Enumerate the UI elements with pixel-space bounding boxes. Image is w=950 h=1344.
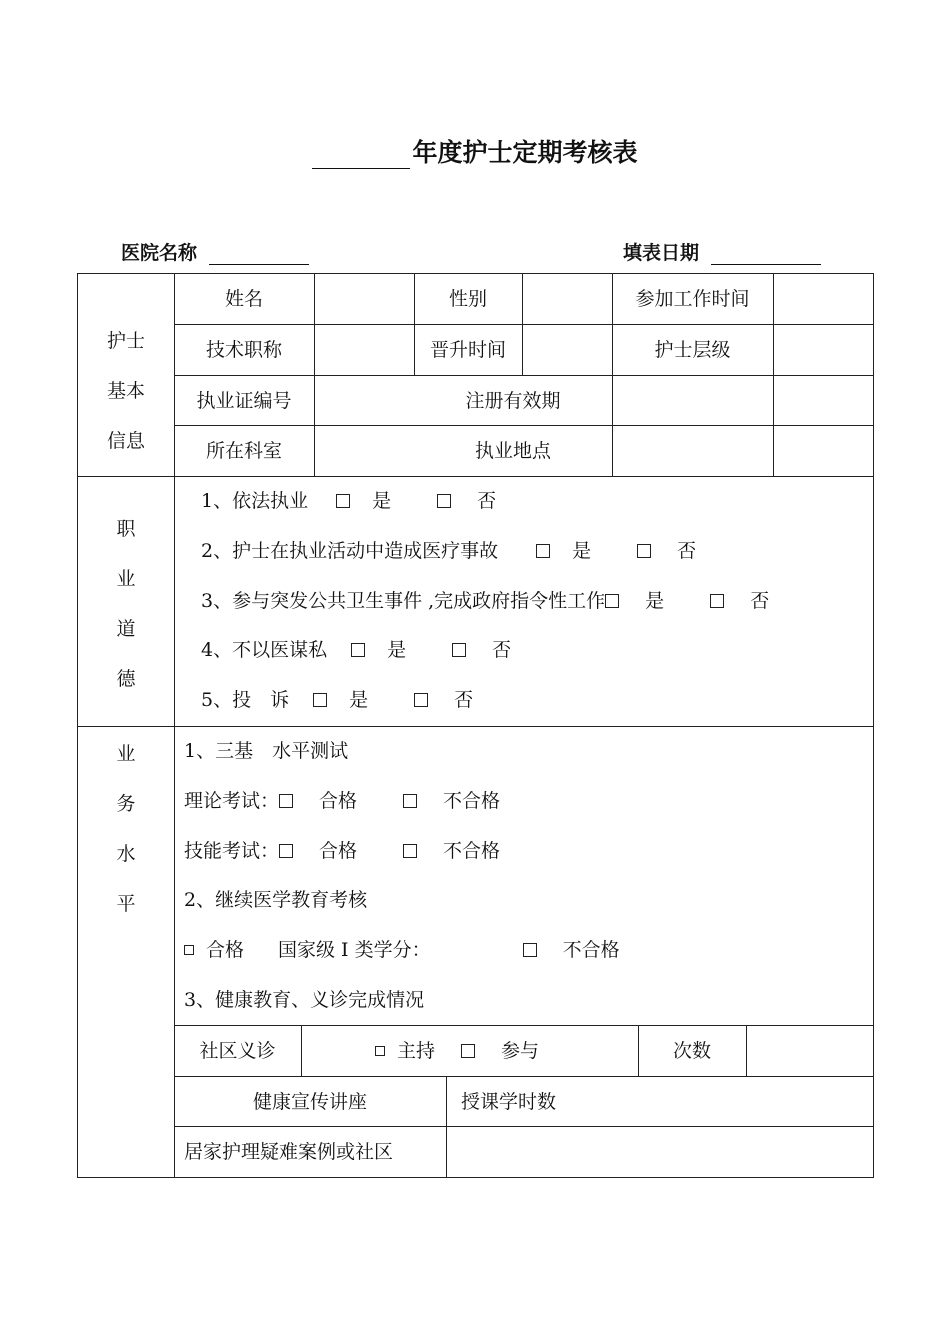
tech-title-label: 技术职称 (205, 339, 282, 361)
gender-label: 性别 (448, 288, 487, 310)
theory-fail-checkbox[interactable] (403, 794, 417, 808)
promotion-time-label: 晋升时间 (429, 339, 506, 361)
name-value[interactable] (315, 276, 413, 323)
host-checkbox[interactable] (375, 1046, 385, 1056)
community-role-options: 主持 参与 (302, 1042, 638, 1061)
basic-info-section-label: 护士 基本 信息 (106, 330, 145, 452)
teaching-hours-label: 授课学时数 (461, 1091, 557, 1113)
skill-item-2: 2、继续医学教育考核 (184, 889, 368, 911)
theory-exam-row: 理论考试： 合格 不合格 (184, 790, 501, 812)
home-care-label: 居家护理疑难案例或社区 (184, 1141, 394, 1163)
nurse-level-label: 护士层级 (654, 339, 731, 361)
reg-valid-label: 注册有效期 (465, 390, 561, 412)
participate-checkbox[interactable] (461, 1044, 475, 1058)
practice-place-label: 执业地点 (474, 440, 551, 462)
ethics-section-label: 职 业 道 德 (116, 518, 136, 690)
reg-valid-value[interactable] (613, 377, 772, 424)
ethics-2-yes-checkbox[interactable] (536, 544, 550, 558)
skill-item-1: 1、三基 水平测试 (184, 740, 349, 762)
fill-date-field: 填表日期 (623, 238, 821, 265)
skill-item-3: 3、健康教育、义诊完成情况 (184, 989, 425, 1011)
practical-pass-checkbox[interactable] (279, 844, 293, 858)
community-clinic-label: 社区义诊 (199, 1040, 276, 1062)
ethics-3-no-checkbox[interactable] (710, 594, 724, 608)
work-start-label: 参加工作时间 (635, 288, 750, 310)
license-no-value[interactable] (315, 377, 413, 424)
practical-exam-row: 技能考试： 合格 不合格 (184, 840, 501, 862)
department-value[interactable] (315, 427, 413, 474)
ethics-2-no-checkbox[interactable] (637, 544, 651, 558)
ethics-1-yes-checkbox[interactable] (336, 494, 350, 508)
ethics-5-yes-checkbox[interactable] (313, 693, 327, 707)
ethics-item-5: 5、投 诉 是 否 (201, 689, 474, 711)
promotion-time-value[interactable] (523, 326, 611, 373)
cme-pass-checkbox[interactable] (184, 945, 194, 955)
theory-pass-checkbox[interactable] (279, 794, 293, 808)
cme-row: 合格 国家级 I 类学分： 不合格 (184, 941, 620, 960)
work-start-value[interactable] (774, 276, 872, 323)
practical-fail-checkbox[interactable] (403, 844, 417, 858)
department-label: 所在科室 (205, 440, 282, 462)
ethics-item-3: 3、参与突发公共卫生事件 ,完成政府指令性工作 是 否 (201, 590, 770, 612)
gender-value[interactable] (523, 276, 611, 323)
ethics-5-no-checkbox[interactable] (414, 693, 428, 707)
nurse-level-value[interactable] (774, 326, 872, 373)
ethics-item-2: 2、护士在执业活动中造成医疗事故 是 否 (201, 540, 697, 562)
ethics-item-4: 4、不以医谋私 是 否 (201, 639, 512, 661)
ethics-item-1: 1、依法执业 是 否 (201, 490, 497, 512)
times-label: 次数 (672, 1040, 711, 1062)
times-value[interactable] (747, 1027, 872, 1074)
practice-place-value[interactable] (613, 427, 772, 474)
ethics-1-no-checkbox[interactable] (437, 494, 451, 508)
hospital-name-field: 医院名称 (121, 238, 309, 265)
name-label: 姓名 (224, 288, 263, 310)
cme-fail-checkbox[interactable] (523, 943, 537, 957)
skill-section-label: 业 务 水 平 (116, 743, 136, 915)
health-lecture-label: 健康宣传讲座 (252, 1091, 367, 1113)
ethics-4-no-checkbox[interactable] (452, 643, 466, 657)
page-title: 年度护士定期考核表 (0, 133, 950, 169)
license-no-label: 执业证编号 (196, 390, 292, 412)
home-care-value[interactable] (447, 1128, 872, 1176)
tech-title-value[interactable] (315, 326, 413, 373)
ethics-4-yes-checkbox[interactable] (351, 643, 365, 657)
ethics-3-yes-checkbox[interactable] (605, 594, 619, 608)
